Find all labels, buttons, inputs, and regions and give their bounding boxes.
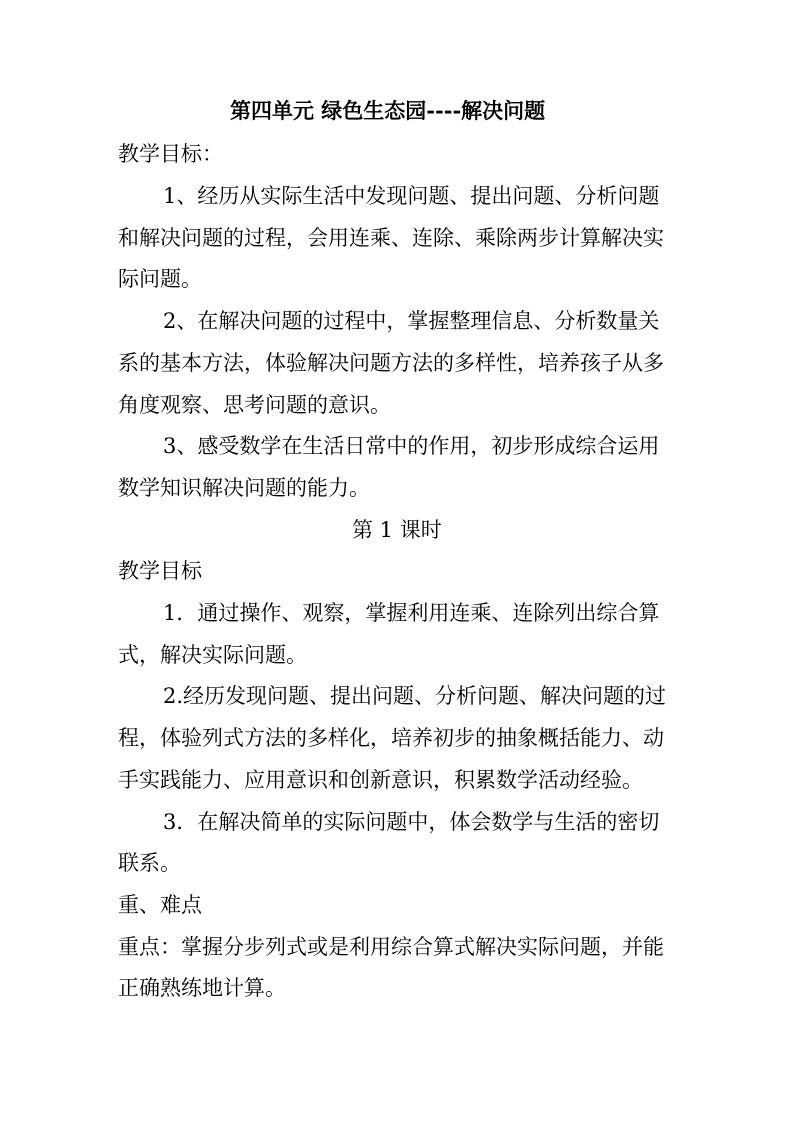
objective3-line2: 联系。	[118, 851, 181, 875]
objective2-line1: 2.经历发现问题、提出问题、分析问题、解决问题的过	[163, 684, 667, 708]
goal2-line3: 角度观察、思考问题的意识。	[118, 393, 391, 417]
objectives-heading: 教学目标	[118, 559, 202, 583]
section-heading-teaching-goals: 教学目标：	[118, 142, 223, 166]
goal3-line2: 数学知识解决问题的能力。	[118, 476, 370, 500]
objective2-line2: 程，体验列式方法的多样化，培养初步的抽象概括能力、动	[118, 726, 664, 750]
objective3-line1: 3．在解决简单的实际问题中，体会数学与生活的密切	[163, 810, 660, 834]
goal1-line1: 1、经历从实际生活中发现问题、提出问题、分析问题	[163, 184, 660, 208]
key-point-line1: 重点：掌握分步列式或是利用综合算式解决实际问题，并能	[118, 935, 664, 959]
document-title: 第四单元 绿色生态园----解决问题	[230, 98, 546, 123]
objective2-line3: 手实践能力、应用意识和创新意识，积累数学活动经验。	[118, 768, 643, 792]
goal2-line1: 2、在解决问题的过程中，掌握整理信息、分析数量关	[163, 309, 660, 333]
goal1-line3: 际问题。	[118, 267, 202, 291]
lesson-heading: 第 1 课时	[352, 518, 442, 542]
key-point-line2: 正确熟练地计算。	[118, 976, 286, 1000]
goal2-line2: 系的基本方法，体验解决问题方法的多样性，培养孩子从多	[118, 351, 664, 375]
goal1-line2: 和解决问题的过程，会用连乘、连除、乘除两步计算解决实	[118, 226, 664, 250]
goal3-line1: 3、感受数学在生活日常中的作用，初步形成综合运用	[163, 434, 660, 458]
key-points-heading: 重、难点	[118, 893, 202, 917]
objective1-line2: 式，解决实际问题。	[118, 643, 307, 667]
objective1-line1: 1．通过操作、观察，掌握利用连乘、连除列出综合算	[163, 601, 660, 625]
